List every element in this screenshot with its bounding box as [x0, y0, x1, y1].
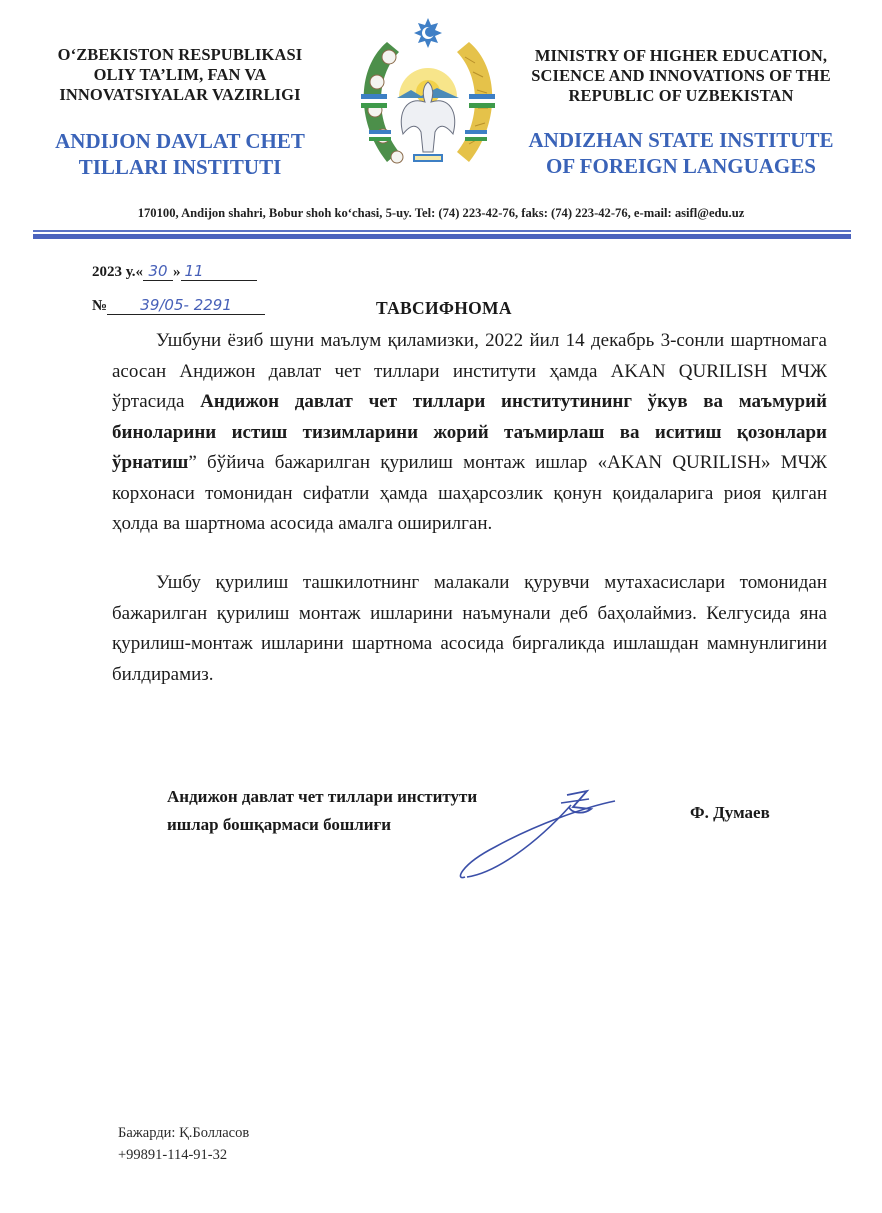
executor-info — [118, 1122, 249, 1166]
ministry-line: INNOVATSIYALAR VAZIRLIGI — [59, 85, 301, 104]
ministry-line: MINISTRY OF HIGHER EDUCATION, — [534, 46, 828, 65]
header-divider-thick — [33, 234, 851, 239]
ministry-line: O‘ZBEKISTON RESPUBLIKASI — [57, 45, 303, 64]
ministry-line: OLIY TA’LIM, FAN VA — [93, 65, 267, 84]
para1-text-end: ” бўйича бажарилган қурилиш монтаж ишлар «AKAN QURILISH» МЧЖ корхонаси томонидан сифатли ҳамда шаҳарсозлик қонун қоидаларига риоя қилган ҳолда ва шартнома асосида амалга оширилган. — [112, 452, 827, 534]
signatory-name: Ф. Думаев — [690, 803, 770, 822]
ministry-name-en — [505, 46, 857, 106]
date-year: 2023 у.« — [92, 264, 143, 280]
handwritten-signature-icon — [455, 785, 625, 885]
para1-bold-text: Андижон давлат чет тиллари институтининг ўкув ва маъмурий биноларини истиш тизимларини жорий таъмирлаш ва иситиш қозонлари ўрнатиш — [112, 391, 827, 473]
number-sign: № — [92, 298, 108, 314]
executor-name: Бажарди: Қ.Болласов — [118, 1125, 250, 1141]
institute-line: ANDIJON DAVLAT CHET — [55, 129, 305, 153]
position-line: ишлар бошқармаси бошлиғи — [167, 815, 392, 834]
number-value: 39/05- 2291 — [107, 296, 265, 315]
document-title: ТАВСИФНОМА — [376, 298, 512, 318]
ministry-line: SCIENCE AND INNOVATIONS OF THE — [531, 66, 831, 85]
ministry-line: REPUBLIC OF UZBEKISTAN — [568, 86, 794, 105]
institute-line: ANDIZHAN STATE INSTITUTE — [528, 128, 834, 152]
ministry-name-uz — [20, 45, 340, 105]
body-paragraph-1 — [112, 326, 827, 540]
signatory-position — [167, 783, 477, 839]
institute-line: OF FOREIGN LANGUAGES — [546, 154, 816, 178]
document-date — [92, 262, 257, 281]
institute-name-uz — [20, 128, 340, 180]
date-month: 11 — [181, 262, 257, 281]
position-line: Андижон давлат чет тиллари институти — [167, 787, 478, 806]
date-day: 30 — [143, 262, 173, 281]
body-paragraph-2: Ушбу қурилиш ташкилотнинг малакали қурувчи мутахасислари томонидан бажарилган қурилиш монтаж ишларини наъмунали деб баҳолаймиз. Келгусида яна қурилиш-монтаж ишларини шартнома асосида биргаликда ишлашдан мамнунлигини билдирамиз. — [112, 572, 827, 685]
date-quote: » — [173, 264, 181, 280]
institute-address: 170100, Andijon shahri, Bobur shoh ko‘chasi, 5-uy. Tel: (74) 223-42-76, faks: (74) 223-42-76, e-mail: asifl@edu.uz — [137, 206, 745, 220]
institute-line: TILLARI INSTITUTI — [78, 155, 282, 179]
institute-name-en — [505, 127, 857, 179]
document-number — [92, 296, 265, 315]
header-divider-thin — [33, 230, 851, 232]
state-emblem-icon — [347, 12, 509, 178]
executor-phone: +99891-114-91-32 — [118, 1147, 228, 1163]
para1-text: Ушбуни ёзиб шуни маълум қиламизки, 2022 йил 14 декабрь 3-сонли шартномага асосан Андижон давлат чет тиллари институти ҳамда AKAN QURILISH МЧЖ ўртасида — [112, 330, 827, 412]
